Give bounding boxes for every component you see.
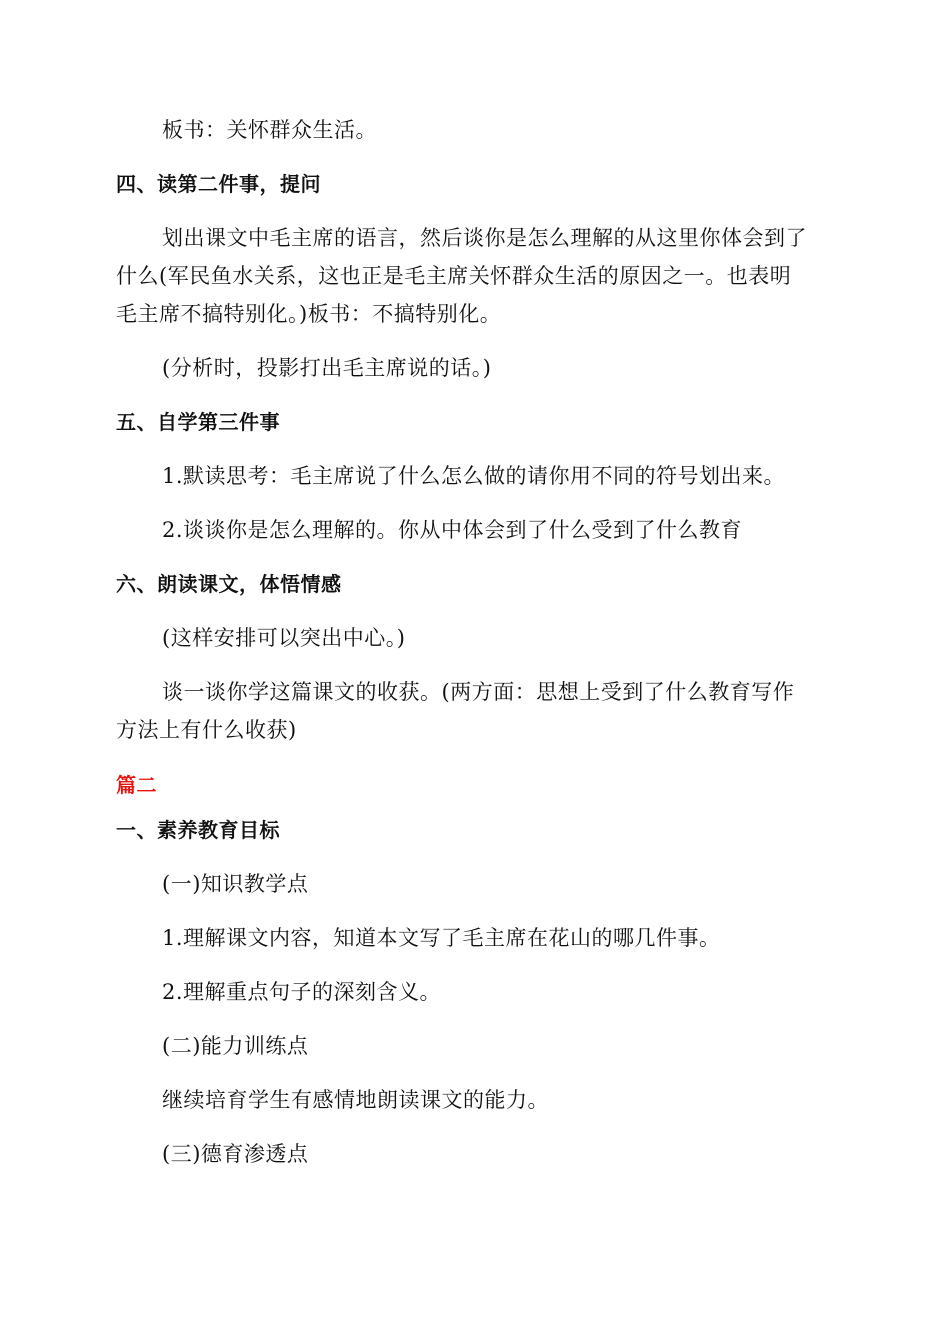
list-item: 2.谈谈你是怎么理解的。你从中体会到了什么受到了什么教育 [162, 518, 743, 542]
heading-step-four: 四、读第二件事，提问 [116, 172, 321, 196]
paragraph-note: (分析时，投影打出毛主席说的话。) [162, 356, 492, 380]
paragraph-note: (这样安排可以突出中心。) [162, 626, 406, 650]
paragraph-board-note: 板书：关怀群众生活。 [162, 118, 377, 142]
list-item: 1.理解课文内容，知道本文写了毛主席在花山的哪几件事。 [162, 926, 721, 950]
heading-step-five: 五、自学第三件事 [116, 410, 280, 434]
subheading: (二)能力训练点 [162, 1034, 309, 1058]
paragraph-line: 方法上有什么收获) [116, 718, 297, 742]
paragraph-line: 谈一谈你学这篇课文的收获。(两方面：思想上受到了什么教育写作 [162, 680, 795, 704]
paragraph-line: 继续培育学生有感情地朗读课文的能力。 [162, 1088, 549, 1112]
paragraph-line: 毛主席不搞特别化。)板书：不搞特别化。 [116, 302, 502, 326]
list-item: 1.默读思考：毛主席说了什么怎么做的请你用不同的符号划出来。 [162, 464, 786, 488]
paragraph-line: 什么(军民鱼水关系，这也正是毛主席关怀群众生活的原因之一。也表明 [116, 264, 792, 288]
paragraph-line: 划出课文中毛主席的语言，然后谈你是怎么理解的从这里你体会到了 [162, 226, 807, 250]
heading-goals: 一、素养教育目标 [116, 818, 280, 842]
subheading: (三)德育渗透点 [162, 1142, 309, 1166]
section-title: 篇二 [116, 773, 157, 797]
subheading: (一)知识教学点 [162, 872, 309, 896]
heading-step-six: 六、朗读课文，体悟情感 [116, 572, 342, 596]
list-item: 2.理解重点句子的深刻含义。 [162, 980, 442, 1004]
